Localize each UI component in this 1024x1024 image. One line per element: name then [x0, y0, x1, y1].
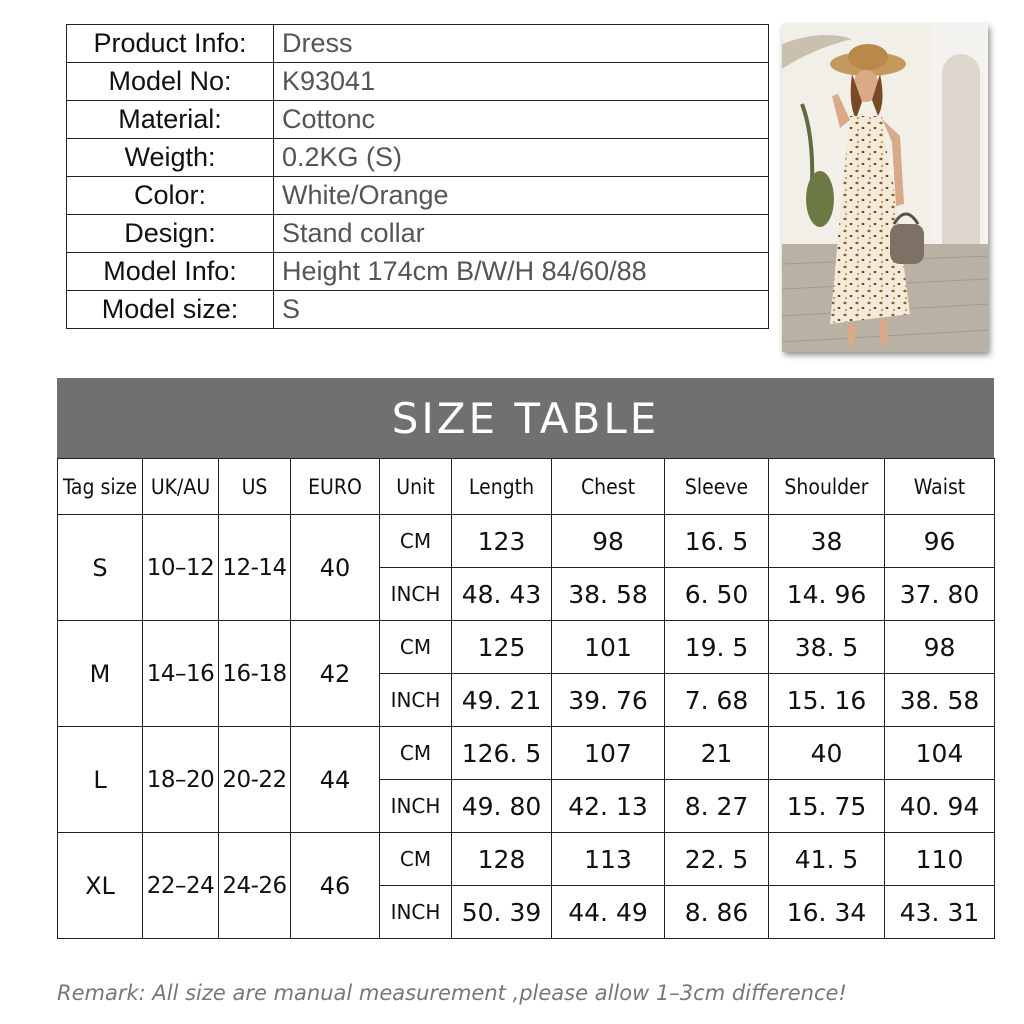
- measurement-cell: 126. 5: [452, 727, 552, 780]
- size-header-cell: US: [219, 459, 291, 515]
- info-row: [67, 291, 769, 329]
- size-table-section: [57, 378, 994, 939]
- size-row-cm: [58, 833, 995, 886]
- size-row-cm: [58, 621, 995, 674]
- unit-cell: CM: [380, 727, 452, 780]
- measurement-cell: 44. 49: [552, 886, 665, 939]
- measurement-cell: 98: [885, 621, 995, 674]
- info-row: [67, 177, 769, 215]
- measurement-cell: 39. 76: [552, 674, 665, 727]
- measurement-cell: 16. 5: [665, 515, 769, 568]
- unit-cell: INCH: [380, 780, 452, 833]
- info-label: Weigth:: [67, 139, 274, 177]
- info-value: Stand collar: [274, 215, 769, 253]
- product-info-table: [66, 24, 769, 329]
- measurement-cell: 98: [552, 515, 665, 568]
- info-row: [67, 101, 769, 139]
- info-value: S: [274, 291, 769, 329]
- measurement-cell: 41. 5: [769, 833, 885, 886]
- info-label: Model Info:: [67, 253, 274, 291]
- us-size-cell: 20-22: [219, 727, 291, 833]
- size-table-title: SIZE TABLE: [57, 378, 994, 458]
- measurement-cell: 14. 96: [769, 568, 885, 621]
- info-label: Color:: [67, 177, 274, 215]
- measurement-cell: 113: [552, 833, 665, 886]
- measurement-cell: 37. 80: [885, 568, 995, 621]
- measurement-cell: 21: [665, 727, 769, 780]
- us-size-cell: 12-14: [219, 515, 291, 621]
- measurement-cell: 49. 80: [452, 780, 552, 833]
- measurement-cell: 50. 39: [452, 886, 552, 939]
- info-value: K93041: [274, 63, 769, 101]
- uk-au-cell: 18–20: [143, 727, 219, 833]
- measurement-cell: 8. 86: [665, 886, 769, 939]
- measurement-cell: 8. 27: [665, 780, 769, 833]
- size-row-cm: [58, 727, 995, 780]
- size-header-cell: Shoulder: [769, 459, 885, 515]
- measurement-cell: 110: [885, 833, 995, 886]
- uk-au-cell: 10–12: [143, 515, 219, 621]
- measurement-cell: 101: [552, 621, 665, 674]
- measurement-cell: 96: [885, 515, 995, 568]
- unit-cell: INCH: [380, 886, 452, 939]
- measurement-cell: 48. 43: [452, 568, 552, 621]
- measurement-cell: 19. 5: [665, 621, 769, 674]
- measurement-cell: 104: [885, 727, 995, 780]
- euro-size-cell: 40: [291, 515, 380, 621]
- measurement-cell: 15. 75: [769, 780, 885, 833]
- measurement-cell: 49. 21: [452, 674, 552, 727]
- euro-size-cell: 46: [291, 833, 380, 939]
- info-value: Dress: [274, 25, 769, 63]
- unit-cell: INCH: [380, 568, 452, 621]
- measurement-cell: 107: [552, 727, 665, 780]
- unit-cell: CM: [380, 515, 452, 568]
- euro-size-cell: 42: [291, 621, 380, 727]
- us-size-cell: 24-26: [219, 833, 291, 939]
- measurement-cell: 40: [769, 727, 885, 780]
- measurement-cell: 15. 16: [769, 674, 885, 727]
- unit-cell: CM: [380, 621, 452, 674]
- info-label: Design:: [67, 215, 274, 253]
- tag-size-cell: S: [58, 515, 143, 621]
- measurement-cell: 123: [452, 515, 552, 568]
- unit-cell: CM: [380, 833, 452, 886]
- measurement-cell: 6. 50: [665, 568, 769, 621]
- uk-au-cell: 14–16: [143, 621, 219, 727]
- model-photo: [782, 24, 988, 352]
- measurement-cell: 42. 13: [552, 780, 665, 833]
- size-header-cell: Waist: [885, 459, 995, 515]
- info-label: Model No:: [67, 63, 274, 101]
- info-label: Product Info:: [67, 25, 274, 63]
- info-value: Cottonc: [274, 101, 769, 139]
- euro-size-cell: 44: [291, 727, 380, 833]
- measurement-cell: 38. 58: [552, 568, 665, 621]
- info-row: [67, 25, 769, 63]
- tag-size-cell: M: [58, 621, 143, 727]
- info-row: [67, 253, 769, 291]
- info-row: [67, 215, 769, 253]
- size-header-cell: Sleeve: [665, 459, 769, 515]
- info-row: [67, 139, 769, 177]
- uk-au-cell: 22–24: [143, 833, 219, 939]
- model-photo-illustration: [782, 24, 988, 352]
- measurement-cell: 22. 5: [665, 833, 769, 886]
- measurement-cell: 128: [452, 833, 552, 886]
- measurement-cell: 125: [452, 621, 552, 674]
- measurement-cell: 38: [769, 515, 885, 568]
- size-header-cell: Unit: [380, 459, 452, 515]
- size-header-cell: EURO: [291, 459, 380, 515]
- measurement-cell: 40. 94: [885, 780, 995, 833]
- size-header-cell: UK/AU: [143, 459, 219, 515]
- info-value: 0.2KG (S): [274, 139, 769, 177]
- info-label: Model size:: [67, 291, 274, 329]
- info-value: White/Orange: [274, 177, 769, 215]
- measurement-cell: 38. 58: [885, 674, 995, 727]
- size-header-cell: Chest: [552, 459, 665, 515]
- measurement-cell: 7. 68: [665, 674, 769, 727]
- measurement-cell: 38. 5: [769, 621, 885, 674]
- unit-cell: INCH: [380, 674, 452, 727]
- size-header-cell: Tag size: [58, 459, 143, 515]
- measurement-cell: 43. 31: [885, 886, 995, 939]
- us-size-cell: 16-18: [219, 621, 291, 727]
- tag-size-cell: XL: [58, 833, 143, 939]
- measurement-cell: 16. 34: [769, 886, 885, 939]
- info-label: Material:: [67, 101, 274, 139]
- info-row: [67, 63, 769, 101]
- tag-size-cell: L: [58, 727, 143, 833]
- size-header-cell: Length: [452, 459, 552, 515]
- size-table: [57, 458, 995, 939]
- size-row-cm: [58, 515, 995, 568]
- remark-note: Remark: All size are manual measurement ,please allow 1–3cm difference!: [57, 981, 847, 1005]
- info-value: Height 174cm B/W/H 84/60/88: [274, 253, 769, 291]
